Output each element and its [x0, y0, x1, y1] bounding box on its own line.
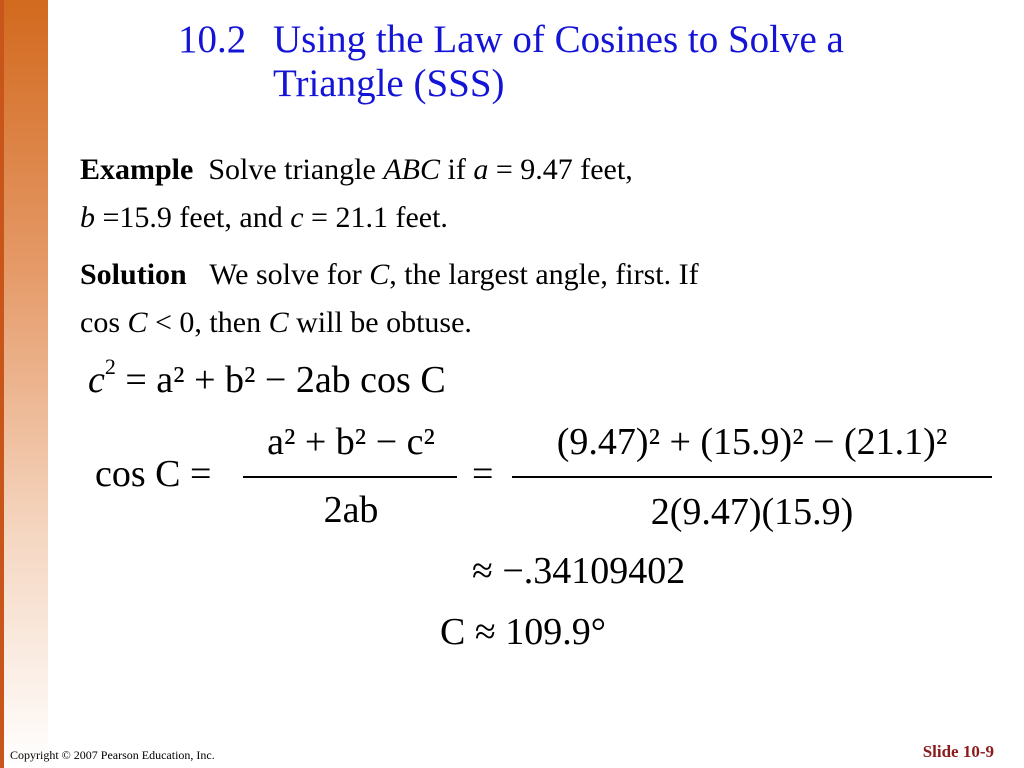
angle-C: C	[369, 258, 390, 291]
cos-c-label: cos C =	[95, 453, 212, 495]
side-c: c	[290, 201, 304, 234]
fraction2-bar	[512, 476, 992, 478]
example-paragraph	[80, 146, 980, 242]
example-text-a: Solve triangle	[208, 153, 384, 186]
example-text-b: if	[439, 153, 474, 186]
solution-cos: cos	[80, 306, 128, 339]
solution-text-a: We solve for	[209, 258, 370, 291]
equals-sign: =	[472, 453, 494, 495]
side-b: b	[80, 201, 95, 234]
triangle-name: ABC	[383, 153, 440, 186]
side-a: a	[473, 153, 489, 186]
fraction2-numerator: (9.47)² + (15.9)² − (21.1)²	[556, 421, 948, 463]
fraction2-denominator: 2(9.47)(15.9)	[650, 491, 854, 533]
fraction1-numerator: a² + b² − c²	[267, 421, 435, 463]
copyright-text: Copyright © 2007 Pearson Education, Inc.	[10, 748, 215, 762]
side-b-value: =15.9 feet, and	[95, 201, 291, 234]
law-of-cosines-equation: $c^2 = a^2 + b^2 - 2ab$ cos C	[88, 354, 446, 401]
solution-text-d: will be obtuse.	[288, 306, 472, 339]
title-line1: Using the Law of Cosines to Solve a	[273, 18, 844, 61]
example-label: Example	[80, 153, 194, 186]
side-c-value: = 21.1 feet.	[303, 201, 448, 234]
slide-number: Slide 10-9	[922, 742, 994, 761]
result-angle: C ≈ 109.9°	[440, 611, 606, 653]
angle-C-2: C	[127, 306, 148, 339]
fraction1-bar	[243, 476, 457, 478]
side-a-value: = 9.47 feet,	[488, 153, 633, 186]
solution-text-b: , the largest angle, first. If	[389, 258, 699, 291]
approx-value: ≈ −.34109402	[472, 550, 686, 592]
section-number: 10.2	[178, 18, 247, 61]
solution-label: Solution	[80, 258, 187, 291]
title-text	[273, 18, 993, 106]
solution-paragraph	[80, 251, 980, 347]
title-line2: Triangle (SSS)	[273, 62, 505, 105]
sidebar-decoration	[0, 0, 48, 768]
law-rhs: = a² + b² − 2ab cos C	[125, 359, 446, 401]
sidebar-stripe	[0, 0, 4, 768]
angle-C-3: C	[268, 306, 289, 339]
solution-text-c: < 0, then	[147, 306, 269, 339]
fraction1-denominator: 2ab	[323, 489, 379, 531]
